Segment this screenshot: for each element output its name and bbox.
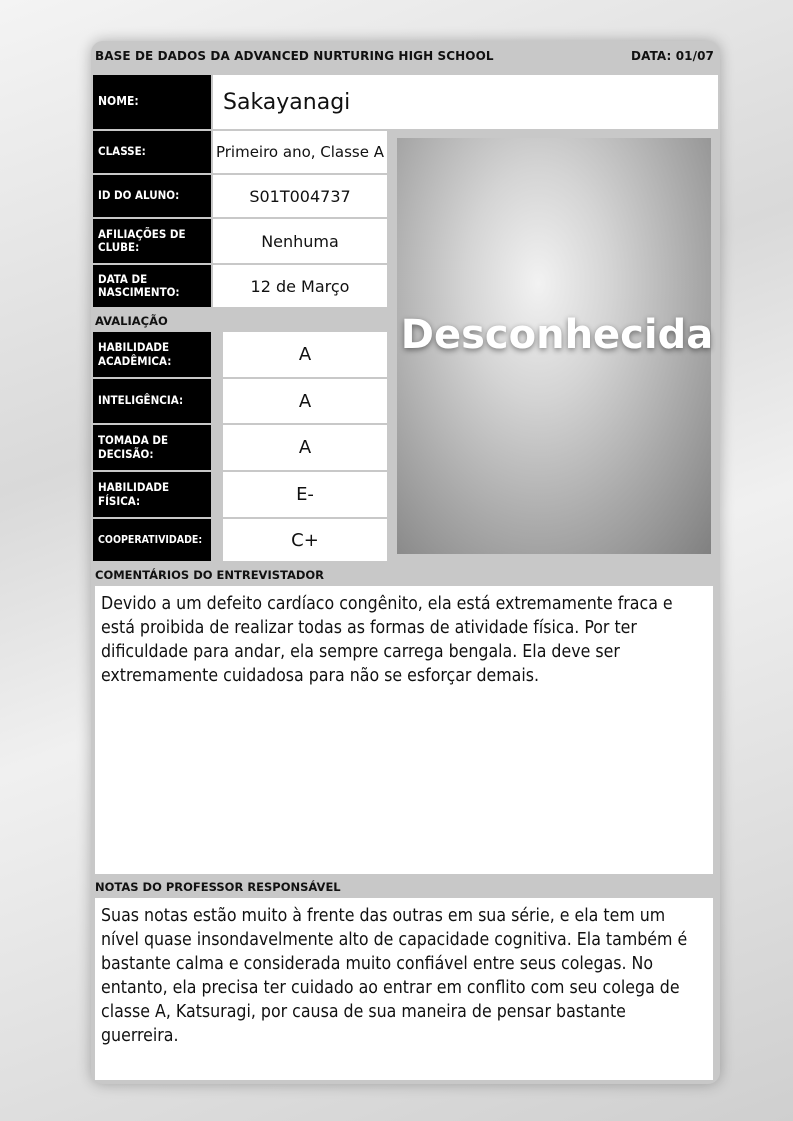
club-value: Nenhuma — [213, 219, 387, 263]
physical-ability-grade: E- — [223, 472, 387, 517]
student-record-card — [91, 41, 720, 1084]
name-label: NOME: — [93, 75, 211, 129]
teacher-notes-text: Suas notas estão muito à frente das outras em sua série, e ela tem um nível quase insondavelmente alto de capacidade cognitiva. Ela também é bastante calma e considerada muito confiável entre seus colegas. No entanto, ela precisa ter cuidado ao entrar em conflito com seu colega de classe A, Katsuragi, por causa de sua maneira de pensar bastante guerreira. — [95, 898, 713, 1080]
decision-making-label: TOMADA DE DECISÃO: — [93, 425, 211, 470]
photo-placeholder — [397, 138, 714, 554]
club-label: AFILIAÇÕES DE CLUBE: — [93, 219, 211, 263]
class-value: Primeiro ano, Classe A — [213, 131, 387, 173]
interviewer-comments-title: COMENTÁRIOS DO ENTREVISTADOR — [95, 568, 325, 582]
physical-ability-label: HABILIDADE FÍSICA: — [93, 472, 211, 517]
student-name: Sakayanagi — [213, 75, 718, 129]
student-id-label: ID DO ALUNO: — [93, 175, 211, 217]
birth-date-value: 12 de Março — [213, 265, 387, 307]
class-label: CLASSE: — [93, 131, 211, 173]
academic-ability-grade: A — [223, 332, 387, 377]
teacher-notes-title: NOTAS DO PROFESSOR RESPONSÁVEL — [95, 880, 341, 894]
cooperativeness-grade: C+ — [223, 519, 387, 561]
evaluation-title: AVALIAÇÃO — [95, 314, 168, 328]
decision-making-grade: A — [223, 425, 387, 470]
student-id-value: S01T004737 — [213, 175, 387, 217]
cooperativeness-label: COOPERATIVIDADE: — [93, 519, 211, 561]
birth-date-label: DATA DE NASCIMENTO: — [93, 265, 211, 307]
record-date: DATA: 01/07 — [631, 49, 714, 63]
interviewer-comments-text: Devido a um defeito cardíaco congênito, ela está extremamente fraca e está proibida de realizar todas as formas de atividade física. Por ter dificuldade para andar, ela sempre carrega bengala. Ela deve ser extremamente cuidadosa para não se esforçar demais. — [95, 586, 713, 874]
database-title: BASE DE DADOS DA ADVANCED NURTURING HIGH SCHOOL — [95, 49, 494, 63]
photo-unknown-text: Desconhecida — [400, 312, 714, 358]
intelligence-label: INTELIGÊNCIA: — [93, 379, 211, 423]
intelligence-grade: A — [223, 379, 387, 423]
academic-ability-label: HABILIDADE ACADÊMICA: — [93, 332, 211, 377]
